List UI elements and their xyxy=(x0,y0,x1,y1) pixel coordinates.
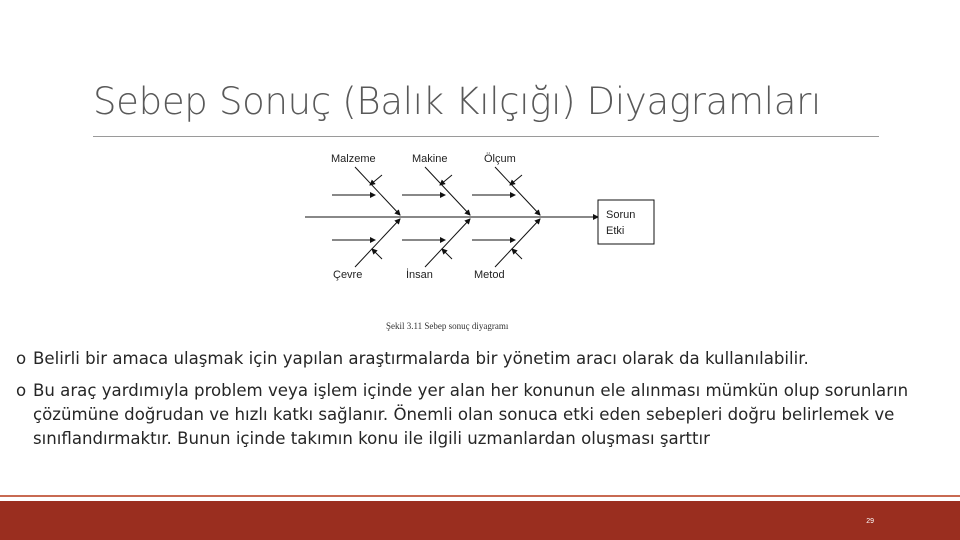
bullet-marker: o xyxy=(16,349,27,368)
bullet-marker: o xyxy=(16,381,27,400)
bone-top-3 xyxy=(495,167,540,215)
effect-label-1: Sorun xyxy=(606,209,636,221)
fishbone-diagram xyxy=(300,145,660,290)
bullet-item xyxy=(16,379,946,451)
sub-arrow xyxy=(440,175,452,185)
cause-label-bottom-3: Metod xyxy=(474,269,505,281)
sub-arrow xyxy=(372,249,382,259)
bullet-text: Bu araç yardımıyla problem veya işlem içinde yer alan her konunun ele alınması mümkün olup sorunların çözümüne doğrudan ve hızlı katkı sağlanır. Önemli olan sonuca etki eden sebepleri doğru belirlemek ve sınıflandırmaktır. Bunun içinde takımın konu ile ilgili uzmanlardan oluşması şarttır xyxy=(33,381,909,448)
page-number: 29 xyxy=(866,518,874,525)
bone-bottom-1 xyxy=(355,219,400,267)
cause-label-top-2: Makine xyxy=(412,153,448,165)
diagram-caption: Şekil 3.11 Sebep sonuç diyagramı xyxy=(386,321,509,331)
slide-title: Sebep Sonuç (Balık Kılçığı) Diyagramları xyxy=(93,80,822,123)
cause-label-bottom-2: İnsan xyxy=(406,269,433,281)
sub-arrow xyxy=(512,249,522,259)
bullet-list xyxy=(16,347,946,459)
sub-arrow xyxy=(510,175,522,185)
bullet-text: Belirli bir amaca ulaşmak için yapılan araştırmalarda bir yönetim aracı olarak da kullanılabilir. xyxy=(33,349,809,368)
bone-bottom-2 xyxy=(425,219,470,267)
cause-label-top-1: Malzeme xyxy=(331,153,376,165)
sub-arrow xyxy=(442,249,452,259)
bone-bottom-3 xyxy=(495,219,540,267)
cause-label-top-3: Ölçum xyxy=(484,153,516,165)
sub-arrow xyxy=(370,175,382,185)
effect-box xyxy=(598,200,654,244)
footer-bar xyxy=(0,501,960,540)
cause-label-bottom-1: Çevre xyxy=(333,269,363,281)
bone-top-2 xyxy=(425,167,470,215)
title-divider xyxy=(93,136,879,137)
bone-top-1 xyxy=(355,167,400,215)
effect-label-2: Etki xyxy=(606,225,625,237)
bullet-item xyxy=(16,347,946,371)
footer-accent-line xyxy=(0,495,960,497)
